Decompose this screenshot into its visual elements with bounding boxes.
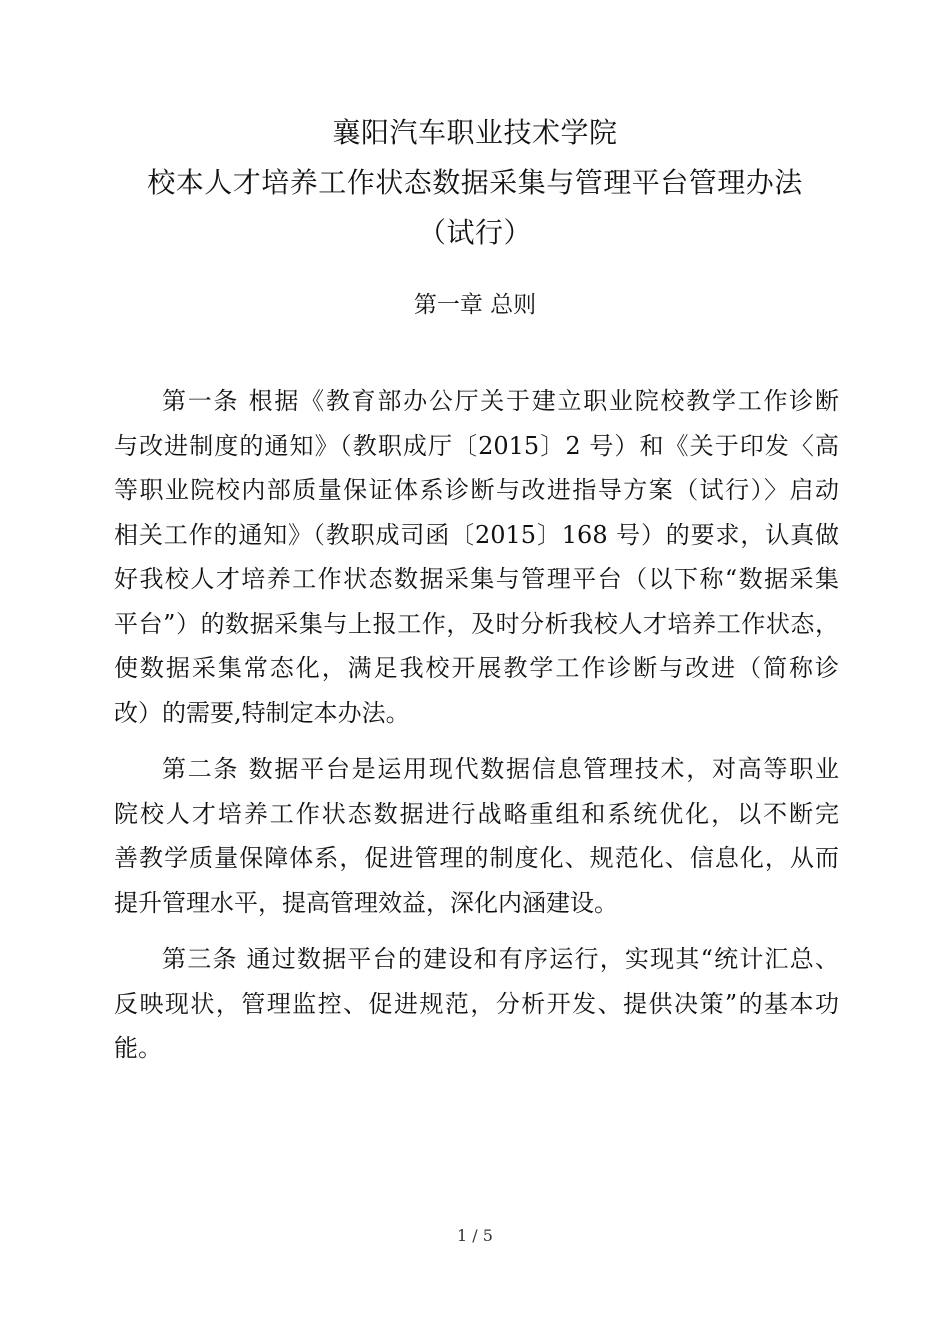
document-body [114,379,839,1071]
paragraph-line: 反映现状，管理监控、促进规范，分析开发、提供决策”的基本功 [114,989,839,1018]
article-1 [114,379,839,735]
article-3 [114,937,839,1071]
document-status: （试行） [417,216,532,249]
paragraph-line: 与改进制度的通知》（教职成厅〔2015〕2 号）和《关于印发〈高 [114,431,839,460]
title-block [0,108,950,258]
institution-name: 襄阳汽车职业技术学院 [332,116,618,149]
chapter-heading: 第一章 总则 [413,292,537,318]
paragraph-line: 善教学质量保障体系，促进管理的制度化、规范化、信息化，从而 [114,844,839,872]
paragraph-gap [114,925,839,937]
paragraph-line: 第一条 根据《教育部办公厅关于建立职业院校教学工作诊断 [162,387,839,415]
paragraph-line: 改）的需要,特制定本办法。 [114,698,410,727]
paragraph-line: 第二条 数据平台是运用现代数据信息管理技术，对高等职业 [162,755,839,783]
paragraph-line: 第三条 通过数据平台的建设和有序运行，实现其“统计汇总、 [162,945,839,973]
paragraph-line: 等职业院校内部质量保证体系诊断与改进指导方案（试行）〉启动 [114,476,839,504]
document-title: 校本人才培养工作状态数据采集与管理平台管理办法 [147,166,803,199]
article-2 [114,747,839,925]
paragraph-line: 提升管理水平，提高管理效益，深化内涵建设。 [114,888,618,917]
paragraph-gap [114,735,839,747]
paragraph-line: 院校人才培养工作状态数据进行战略重组和系统优化，以不断完 [114,799,839,828]
paragraph-line: 平台”）的数据采集与上报工作，及时分析我校人才培养工作状态， [114,609,839,638]
page-number: 1 / 5 [457,1226,493,1245]
paragraph-line: 好我校人才培养工作状态数据采集与管理平台（以下称“数据采集 [114,565,839,593]
paragraph-line: 能。 [114,1034,162,1062]
paragraph-line: 使数据采集常态化，满足我校开展教学工作诊断与改进（简称诊 [114,654,839,682]
paragraph-line: 相关工作的通知》（教职成司函〔2015〕168 号）的要求，认真做 [114,520,839,549]
